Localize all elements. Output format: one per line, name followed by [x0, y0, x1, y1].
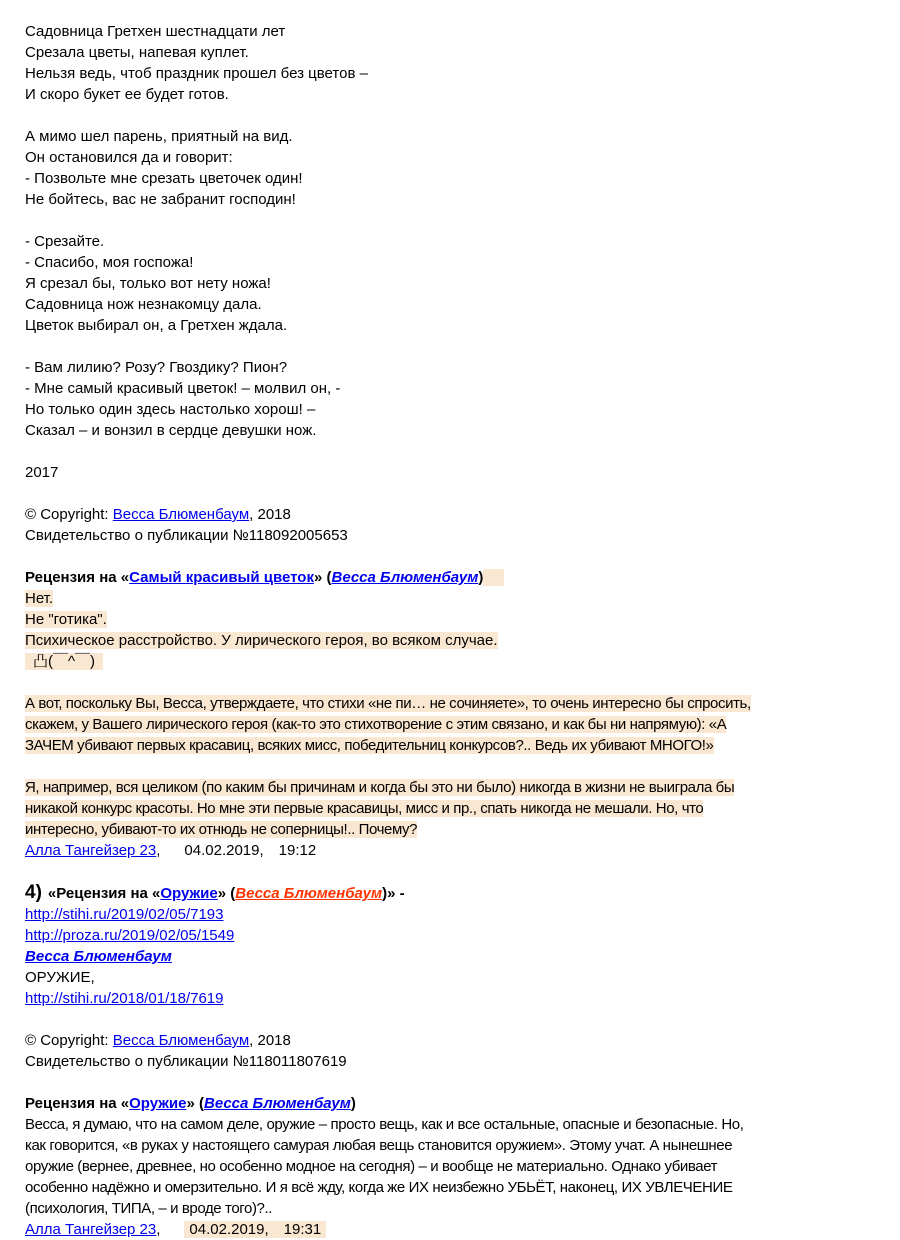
poem-line: - Срезайте. — [25, 233, 105, 250]
url-link[interactable]: http://stihi.ru/2018/01/18/7619 — [25, 990, 224, 1007]
paragraph-line: оружие (вернее, древнее, но особенно модное на сегодня) – и вообще не материально. Однако убивает — [25, 1158, 718, 1175]
paragraph-line: интересно, убивают-то их отнюдь не соперницы!.. Почему? — [25, 821, 418, 838]
review-date: 04.02.2019, — [189, 1221, 269, 1238]
url-line — [25, 904, 880, 925]
review-paragraph — [25, 1114, 880, 1219]
review-datetime-highlighted — [184, 1221, 326, 1238]
highlight-trail — [483, 569, 503, 586]
review-header — [25, 1093, 880, 1114]
url-line — [25, 925, 880, 946]
poem-stanza — [25, 21, 880, 105]
author-link[interactable]: Весса Блюменбаум — [25, 948, 172, 965]
review-paragraph — [25, 693, 880, 756]
review-header-mid: » ( — [186, 1095, 204, 1112]
review-header-lead: Рецензия на « — [25, 569, 130, 586]
poem-line: - Спасибо, моя госпожа! — [25, 254, 194, 271]
author-link[interactable]: Весса Блюменбаум — [112, 506, 250, 523]
poem-line: Садовница нож незнакомцу дала. — [25, 296, 262, 313]
copyright-suffix: , 2018 — [249, 1032, 291, 1049]
item-header — [25, 882, 880, 904]
review-paragraph — [25, 777, 880, 840]
item-header-tail: )» - — [382, 885, 405, 902]
poem-line: Сказал – и вонзил в сердце девушки нож. — [25, 422, 317, 439]
poem-stanza — [25, 231, 880, 336]
review-line: Не "готика". — [25, 611, 107, 628]
poem-stanza — [25, 357, 880, 441]
url-line — [25, 988, 880, 1009]
poem-line: Не бойтесь, вас не забранит господин! — [25, 191, 296, 208]
item-title-link[interactable]: Оружие — [160, 885, 218, 902]
reviewer-link[interactable]: Алла Тангейзер 23 — [25, 842, 157, 859]
paragraph-line: особенно надёжно и омерзительно. И я всё жду, когда же ИХ неизбежно УБЬЁТ, наконец, ИХ УВЛЕЧЕНИЕ — [25, 1179, 733, 1196]
paragraph-line: Весса, я думаю, что на самом деле, оружие – просто вещь, как и все остальные, опасные и безопасные. Но, — [25, 1116, 744, 1133]
certificate-line: Свидетельство о публикации №118092005653 — [25, 527, 348, 544]
copyright-block — [25, 1030, 880, 1072]
review-header-lead: Рецензия на « — [25, 1095, 130, 1112]
poem-line: - Вам лилию? Розу? Гвоздику? Пион? — [25, 359, 288, 376]
review-header — [25, 567, 880, 588]
poem-line: Но только один здесь настолько хорош! – — [25, 401, 316, 418]
kaomoji: 凸(￣^￣) — [25, 651, 880, 672]
poem-line: Нельзя ведь, чтоб праздник прошел без цветов – — [25, 65, 368, 82]
review-title-link[interactable]: Самый красивый цветок — [129, 569, 314, 586]
poem — [25, 21, 880, 483]
url-link[interactable]: http://proza.ru/2019/02/05/1549 — [25, 927, 235, 944]
paragraph-line: как говорится, «в руках у настоящего самурая любая вещь становится оружием». Этому учат. А нынешнее — [25, 1137, 733, 1154]
review-header-tail: ) — [350, 1095, 356, 1112]
review-weapon — [25, 1093, 880, 1240]
copyright-line — [25, 504, 880, 525]
paragraph-line: (психология, ТИПА, – и вроде того)?.. — [25, 1200, 273, 1217]
author-line — [25, 946, 880, 967]
paragraph-line: Я, например, вся целиком (по каким бы причинам и когда бы это ни было) никогда в жизни не выиграла бы — [25, 779, 735, 796]
copyright-prefix: © Copyright: — [25, 1032, 113, 1049]
paragraph-line: ЗАЧЕМ убивают первых красавиц, всяких мисс, победительниц конкурсов?.. Ведь их убивают МНОГО!» — [25, 737, 714, 754]
url-link[interactable]: http://stihi.ru/2019/02/05/7193 — [25, 906, 224, 923]
poem-line: Цветок выбирал он, а Гретхен ждала. — [25, 317, 288, 334]
poem-line: А мимо шел парень, приятный на вид. — [25, 128, 293, 145]
poem-line: Я срезал бы, только вот нету ножа! — [25, 275, 271, 292]
poem-line: - Позвольте мне срезать цветочек один! — [25, 170, 303, 187]
review-date: 04.02.2019, — [184, 842, 264, 859]
list-item-4 — [25, 882, 880, 1009]
review-author-link[interactable]: Весса Блюменбаум — [203, 1095, 351, 1112]
review-line: Психическое расстройство. У лирического героя, во всяком случае. — [25, 632, 498, 649]
review-time: 19:31 — [283, 1221, 322, 1238]
author-link[interactable]: Весса Блюменбаум — [112, 1032, 250, 1049]
review-signature: Алла Тангейзер 23, 04.02.2019, 19:31 — [25, 1219, 880, 1240]
paragraph-line: скажем, у Вашего лирического героя (как-то это стихотворение с этим связано, и как бы ни напрямую): «А — [25, 716, 727, 733]
item-header-mid: » ( — [217, 885, 236, 902]
review-signature: Алла Тангейзер 23, 04.02.2019, 19:12 — [25, 842, 317, 859]
review-title-link[interactable]: Оружие — [129, 1095, 187, 1112]
review-author-link[interactable]: Весса Блюменбаум — [331, 569, 479, 586]
poem-line: И скоро букет ее будет готов. — [25, 86, 229, 103]
poem-line: Срезала цветы, напевая куплет. — [25, 44, 249, 61]
poem-line: Он остановился да и говорит: — [25, 149, 233, 166]
paragraph-line: А вот, поскольку Вы, Весса, утверждаете, что стихи «не пи… не сочиняете», то очень интересно бы спросить, — [25, 695, 751, 712]
copyright-block — [25, 504, 880, 546]
poem-line: Садовница Гретхен шестнадцати лет — [25, 23, 286, 40]
item-number: 4) — [25, 882, 42, 903]
item-author-link-red[interactable]: Весса Блюменбаум — [235, 885, 383, 902]
reviewer-link[interactable]: Алла Тангейзер 23 — [25, 1221, 157, 1238]
item-header-lead: «Рецензия на « — [47, 885, 161, 902]
review-header-tail: ) — [478, 569, 484, 586]
copyright-line — [25, 1030, 880, 1051]
review-line: Нет. — [25, 590, 54, 607]
review-time: 19:12 — [278, 842, 317, 859]
poem-line: - Мне самый красивый цветок! – молвил он, - — [25, 380, 341, 397]
poem-year: 2017 — [25, 464, 59, 481]
certificate-line: Свидетельство о публикации №118011807619 — [25, 1053, 347, 1070]
work-title: ОРУЖИЕ, — [25, 969, 95, 986]
copyright-suffix: , 2018 — [249, 506, 291, 523]
paragraph-line: никакой конкурс красоты. Но мне эти первые красавицы, мисс и пр., спать никогда не мешали. Но, что — [25, 800, 704, 817]
poem-stanza — [25, 126, 880, 210]
review-flower — [25, 567, 880, 861]
review-header-mid: » ( — [313, 569, 332, 586]
copyright-prefix: © Copyright: — [25, 506, 113, 523]
